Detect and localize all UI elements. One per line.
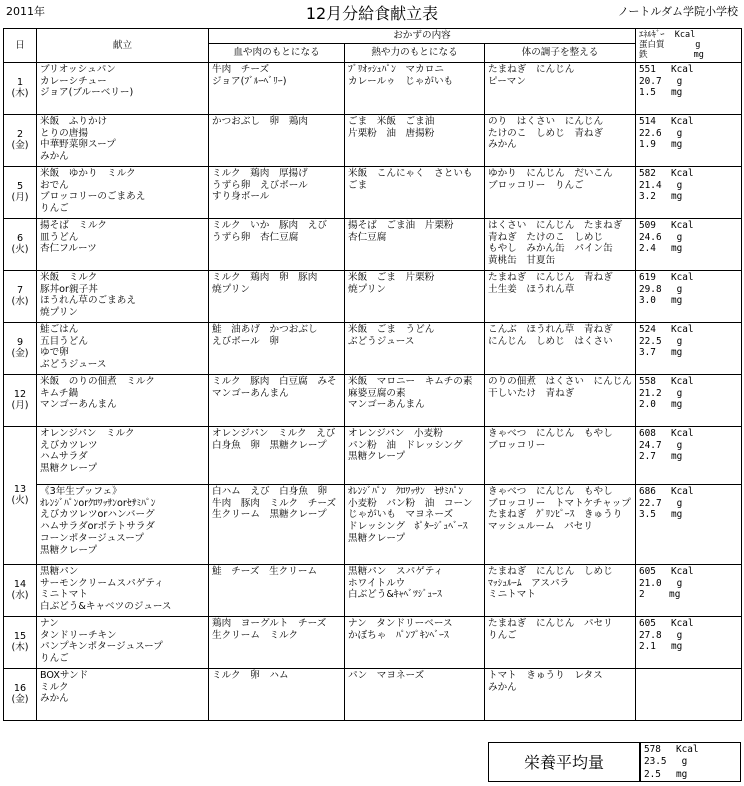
energy-foods-cell-line: 黒糖パン スパゲティ	[348, 565, 444, 577]
regulating-foods-cell	[485, 114, 636, 166]
nutrition-cell-line: 21.0 g	[639, 577, 683, 589]
day-of-week: (月)	[11, 400, 29, 412]
energy-foods-cell	[345, 270, 485, 322]
menu-cell-line: とりの唐揚	[40, 127, 88, 139]
protein-foods-cell-line: 牛肉 チーズ	[212, 63, 270, 75]
menu-cell-line: 米飯 ゆかり ミルク	[40, 167, 136, 179]
protein-foods-cell-line: 鮭 油あげ かつおぶし	[212, 323, 318, 335]
table-row	[4, 62, 742, 114]
menu-cell-line: えびカツレツ	[40, 439, 98, 451]
menu-cell-line: 中華野菜卵スープ	[40, 139, 116, 151]
regulating-foods-cell-line: ブロッコリー トマトケチャップ	[488, 497, 631, 509]
nutrition-cell-line: 2.0 mg	[639, 399, 683, 411]
energy-foods-cell-line: ｵﾚﾝｼﾞﾊﾟﾝ ｸﾛﾜｯｻﾝ ｾｻﾐﾊﾟﾝ	[348, 485, 464, 497]
menu-cell	[37, 564, 209, 616]
table-row	[4, 374, 742, 426]
nutrition-cell	[636, 322, 742, 374]
nutrition-cell-line: 619 Kcal	[639, 271, 694, 283]
energy-foods-cell	[345, 668, 485, 720]
day-number: 12	[13, 388, 27, 400]
menu-cell-line: パンプキンポタージュスープ	[40, 641, 163, 653]
energy-foods-cell-line: ドレッシング ﾎﾟﾀｰｼﾞｭﾍﾞｰｽ	[348, 521, 468, 533]
menu-cell-line: 米飯 ふりかけ	[40, 115, 108, 127]
energy-foods-cell-line: 麻婆豆腐の素	[348, 387, 406, 399]
regulating-foods-cell	[485, 374, 636, 426]
table-row	[4, 322, 742, 374]
nutrition-cell-line: 21.4 g	[639, 179, 683, 191]
regulating-foods-cell-line: みかん	[488, 681, 517, 693]
regulating-foods-cell-line: はくさい にんじん たまねぎ	[488, 219, 623, 231]
nutrition-cell-line: 524 Kcal	[639, 323, 694, 335]
day-cell	[4, 62, 37, 114]
energy-foods-cell-line: 黒糖クレープ	[348, 451, 406, 463]
menu-cell-line: BOXサンド	[40, 669, 89, 681]
regulating-foods-cell-line: たまねぎ にんじん	[488, 63, 575, 75]
nutrition-cell	[636, 270, 742, 322]
regulating-foods-cell-line: 干しいたけ 青ねぎ	[488, 387, 575, 399]
regulating-foods-cell-line: ゆかり にんじん だいこん	[488, 167, 613, 179]
regulating-foods-cell-line: ミニトマト	[488, 589, 536, 601]
energy-foods-cell-line: パン マヨネーズ	[348, 669, 425, 681]
nutrition-cell	[636, 564, 742, 616]
regulating-foods-cell-line: たまねぎ ｸﾞﾘﾝﾋﾟｰｽ きゅうり	[488, 509, 623, 521]
nutrition-cell-line: 22.6 g	[639, 127, 683, 139]
nutrition-cell	[636, 218, 742, 270]
day-of-week: (水)	[11, 296, 29, 308]
protein-foods-cell-line: うずら卵 杏仁豆腐	[212, 231, 299, 243]
protein-foods-cell	[209, 564, 345, 616]
nutrition-cell-line: 22.7 g	[639, 497, 683, 509]
regulating-foods-cell-line: にんじん しめじ はくさい	[488, 335, 613, 347]
protein-foods-cell-line: ミルク 鶏肉 厚揚げ	[212, 167, 308, 179]
menu-cell	[37, 166, 209, 218]
nutrition-cell-line: 558 Kcal	[639, 375, 694, 387]
col-day: 日	[4, 29, 37, 63]
col-group1: 血や肉のもとになる	[209, 43, 345, 62]
regulating-foods-cell-line: ﾏｯｼｭﾙｰﾑ アスパラ	[488, 577, 570, 589]
col-group3: 体の調子を整える	[485, 43, 636, 62]
table-row	[4, 426, 742, 484]
protein-foods-cell-line: ミルク 豚肉 白豆腐 みそ	[212, 375, 337, 387]
table-row	[4, 270, 742, 322]
menu-cell-line: ハムサラダorポテトサラダ	[40, 521, 155, 533]
regulating-foods-cell-line: のり はくさい にんじん	[488, 115, 604, 127]
regulating-foods-cell-line: もやし みかん缶 パイン缶	[488, 243, 613, 255]
regulating-foods-cell	[485, 218, 636, 270]
menu-cell	[37, 114, 209, 166]
energy-foods-cell	[345, 62, 485, 114]
menu-cell-line: コーンポタージュスープ	[40, 532, 144, 544]
energy-foods-cell-line: 杏仁豆腐	[348, 231, 387, 243]
nutrition-cell	[636, 62, 742, 114]
day-of-week: (火)	[11, 244, 29, 256]
menu-cell-line: 白ぶどう&キャベツのジュース	[40, 601, 172, 613]
protein-foods-cell-line: 鮭 チーズ 生クリーム	[212, 565, 318, 577]
protein-foods-cell-line: 生クリーム 黒糖クレープ	[212, 509, 327, 521]
nutrition-cell-line: 1.9 mg	[639, 139, 683, 151]
nutrition-cell-line: 514 Kcal	[639, 115, 694, 127]
nutrition-cell	[636, 114, 742, 166]
menu-cell-line: 黒糖クレープ	[40, 544, 98, 556]
protein-foods-cell	[209, 270, 345, 322]
protein-foods-cell-line: ミルク いか 豚肉 えび	[212, 219, 327, 231]
regulating-foods-cell	[485, 166, 636, 218]
nutrition-cell-line: 24.6 g	[639, 231, 683, 243]
protein-foods-cell-line: えびボール 卵	[212, 335, 279, 347]
energy-foods-cell-line: ﾌﾞﾘｵｯｼｭﾊﾟﾝ マカロニ	[348, 63, 444, 75]
nutrition-cell-line: 21.2 g	[639, 387, 683, 399]
regulating-foods-cell-line: ピーマン	[488, 75, 526, 87]
protein-foods-cell-line: 焼プリン	[212, 283, 250, 295]
day-cell	[4, 374, 37, 426]
regulating-foods-cell	[485, 484, 636, 564]
col-ingredients: おかずの内容	[209, 29, 636, 44]
regulating-foods-cell-line: ブロッコリー	[488, 439, 546, 451]
nutrition-cell-line: 1.5 mg	[639, 87, 683, 99]
day-of-week: (月)	[11, 192, 29, 204]
day-cell	[4, 270, 37, 322]
menu-cell-line: みかん	[40, 151, 69, 163]
regulating-foods-cell-line: トマト きゅうり レタス	[488, 669, 603, 681]
regulating-foods-cell-line: きゃべつ にんじん もやし	[488, 427, 613, 439]
regulating-foods-cell-line: たまねぎ にんじん 青ねぎ	[488, 271, 613, 283]
energy-foods-cell-line: 揚そば ごま油 片栗粉	[348, 219, 454, 231]
menu-cell-line: ハムサラダ	[40, 451, 88, 463]
menu-cell-line: りんご	[40, 653, 69, 665]
menu-cell-line: 黒糖パン	[40, 565, 79, 577]
nutrition-cell-line: 582 Kcal	[639, 167, 694, 179]
average-values	[640, 742, 741, 782]
protein-foods-cell-line: マンゴーあんまん	[212, 387, 289, 399]
nutrition-cell	[636, 426, 742, 484]
energy-foods-cell-line: ごま 米飯 ごま油	[348, 115, 435, 127]
energy-foods-cell	[345, 166, 485, 218]
nutrition-cell-line: 605 Kcal	[639, 565, 694, 577]
nutrition-cell	[636, 484, 742, 564]
menu-cell-line: ほうれん草のごまあえ	[40, 295, 136, 307]
page-title: 12月分給食献立表	[305, 4, 439, 23]
menu-cell-line: 黒糖クレープ	[40, 463, 98, 475]
protein-foods-cell-line: 白身魚 卵 黒糖クレープ	[212, 439, 327, 451]
day-number: 1	[16, 76, 24, 88]
menu-cell	[37, 270, 209, 322]
day-of-week: (金)	[11, 694, 29, 706]
energy-foods-cell-line: カレールゥ じゃがいも	[348, 75, 454, 87]
regulating-foods-cell	[485, 564, 636, 616]
day-of-week: (木)	[11, 88, 29, 100]
day-cell	[4, 114, 37, 166]
table-row	[4, 166, 742, 218]
school-name: ノートルダム学院小学校	[617, 5, 738, 18]
nutrition-cell-line: 551 Kcal	[639, 63, 694, 75]
nutrition-cell	[636, 166, 742, 218]
day-of-week: (金)	[11, 140, 29, 152]
menu-cell-line: マンゴーあんまん	[40, 399, 117, 411]
nutrition-cell-line: 22.5 g	[639, 335, 683, 347]
menu-cell-line: 米飯 のりの佃煮 ミルク	[40, 375, 155, 387]
menu-cell-line: キムチ鍋	[40, 387, 79, 399]
regulating-foods-cell-line: 土生姜 ほうれん草	[488, 283, 575, 295]
energy-head: ｴﾈﾙｷﾞｰ Kcal	[639, 30, 696, 41]
regulating-foods-cell-line: たまねぎ にんじん パセリ	[488, 617, 613, 629]
protein-foods-cell-line: ミルク 卵 ハム	[212, 669, 289, 681]
nutrition-cell-line: 686 Kcal	[639, 485, 694, 497]
regulating-foods-cell	[485, 668, 636, 720]
day-cell	[4, 166, 37, 218]
day-number: 9	[16, 336, 24, 348]
menu-cell-line: ジョア(ブルーベリー)	[40, 87, 134, 99]
day-of-week: (金)	[11, 348, 29, 360]
protein-foods-cell-line: かつおぶし 卵 鶏肉	[212, 115, 308, 127]
day-number: 5	[16, 180, 24, 192]
avg-iron: 2.5 mg	[644, 768, 688, 780]
energy-foods-cell	[345, 218, 485, 270]
protein-foods-cell	[209, 484, 345, 564]
energy-foods-cell	[345, 564, 485, 616]
menu-cell-line: 焼プリン	[40, 307, 78, 319]
energy-foods-cell-line: ぶどうジュース	[348, 335, 415, 347]
protein-foods-cell-line: 生クリーム ミルク	[212, 629, 299, 641]
menu-cell-line: りんご	[40, 203, 69, 215]
document-header	[0, 0, 744, 24]
energy-foods-cell-line: 米飯 ごま うどん	[348, 323, 435, 335]
nutrition-cell-line: 3.2 mg	[639, 191, 683, 203]
protein-foods-cell	[209, 218, 345, 270]
energy-foods-cell-line: マンゴーあんまん	[348, 399, 425, 411]
energy-foods-cell-line: じゃがいも マヨネーズ	[348, 509, 454, 521]
nutrition-cell-line: 2.4 mg	[639, 243, 683, 255]
menu-cell-line: 《3年生ブッフェ》	[40, 485, 122, 497]
menu-cell-line: みかん	[40, 693, 69, 705]
menu-cell	[37, 668, 209, 720]
regulating-foods-cell-line: きゃべつ にんじん もやし	[488, 485, 613, 497]
energy-foods-cell-line: 米飯 マロニー キムチの素	[348, 375, 473, 387]
energy-foods-cell-line: ごま	[348, 179, 368, 191]
day-number: 7	[16, 284, 24, 296]
menu-cell-line: 揚そば ミルク	[40, 219, 107, 231]
avg-energy: 578 Kcal	[644, 744, 699, 755]
day-cell	[4, 426, 37, 564]
nutrition-cell-line: 605 Kcal	[639, 617, 694, 629]
protein-foods-cell-line: ミルク 鶏肉 卵 豚肉	[212, 271, 318, 283]
col-nutrition	[636, 29, 742, 63]
day-cell	[4, 616, 37, 668]
table-row	[4, 484, 742, 564]
day-number: 16	[13, 682, 27, 694]
regulating-foods-cell	[485, 62, 636, 114]
day-number: 15	[13, 630, 27, 642]
nutrition-cell-line: 3.0 mg	[639, 295, 683, 307]
regulating-foods-cell-line: たけのこ しめじ 青ねぎ	[488, 127, 604, 139]
protein-foods-cell	[209, 668, 345, 720]
protein-foods-cell-line: 鶏肉 ヨーグルト チーズ	[212, 617, 327, 629]
energy-foods-cell	[345, 322, 485, 374]
protein-foods-cell-line: 白ハム えび 白身魚 卵	[212, 485, 328, 497]
protein-foods-cell	[209, 62, 345, 114]
menu-cell	[37, 616, 209, 668]
regulating-foods-cell-line: マッシュルーム パセリ	[488, 521, 593, 533]
day-number: 2	[16, 128, 24, 140]
day-cell	[4, 322, 37, 374]
regulating-foods-cell-line: たまねぎ にんじん しめじ	[488, 565, 613, 577]
menu-cell	[37, 426, 209, 484]
protein-foods-cell-line: うずら卵 えびボール	[212, 179, 308, 191]
nutrition-cell-line: 3.7 mg	[639, 347, 683, 359]
menu-cell-line: ブロッコリーのごまあえ	[40, 191, 146, 203]
energy-foods-cell-line: ホワイトルウ	[348, 577, 406, 589]
protein-foods-cell	[209, 114, 345, 166]
energy-foods-cell-line: 白ぶどう&ｷｬﾍﾞﾂｼﾞｭｰｽ	[348, 589, 442, 601]
nutrition-cell	[636, 616, 742, 668]
energy-foods-cell-line: パン粉 油 ドレッシング	[348, 439, 463, 451]
iron-head: 鉄 mg	[639, 50, 704, 61]
energy-foods-cell	[345, 426, 485, 484]
regulating-foods-cell	[485, 322, 636, 374]
protein-foods-cell	[209, 374, 345, 426]
regulating-foods-cell	[485, 616, 636, 668]
protein-foods-cell-line: 牛肉 豚肉 ミルク チーズ	[212, 497, 337, 509]
energy-foods-cell-line: オレンジパン 小麦粉	[348, 427, 443, 439]
nutrition-cell-line: 27.8 g	[639, 629, 683, 641]
day-number: 14	[13, 578, 27, 590]
regulating-foods-cell-line: ブロッコリー りんご	[488, 179, 584, 191]
menu-cell-line: ミニトマト	[40, 589, 88, 601]
regulating-foods-cell-line: のりの佃煮 はくさい にんじん	[488, 375, 632, 387]
energy-foods-cell-line: 焼プリン	[348, 283, 386, 295]
menu-cell-line: サーモンクリームスパゲティ	[40, 577, 164, 589]
regulating-foods-cell-line: りんご	[488, 629, 517, 641]
nutrition-cell-line: 2 mg	[639, 589, 681, 601]
menu-cell	[37, 484, 209, 564]
energy-foods-cell-line: ナン タンドリーベース	[348, 617, 453, 629]
day-cell	[4, 668, 37, 720]
menu-cell	[37, 62, 209, 114]
regulating-foods-cell-line: 黄桃缶 甘夏缶	[488, 255, 556, 267]
protein-foods-cell-line: ジョア(ﾌﾞﾙｰﾍﾞﾘｰ)	[212, 75, 287, 87]
table-row	[4, 564, 742, 616]
table-row	[4, 114, 742, 166]
menu-cell-line: 五目うどん	[40, 335, 88, 347]
menu-cell-line: 米飯 ミルク	[40, 271, 98, 283]
nutrition-cell-line: 24.7 g	[639, 439, 683, 451]
energy-foods-cell	[345, 616, 485, 668]
menu-cell	[37, 218, 209, 270]
energy-foods-cell-line: 黒糖クレープ	[348, 532, 406, 544]
menu-cell-line: ぶどうジュース	[40, 359, 107, 371]
menu-rows	[4, 62, 742, 720]
nutrition-cell	[636, 374, 742, 426]
protein-foods-cell	[209, 166, 345, 218]
menu-cell-line: ゆで卵	[40, 347, 69, 359]
col-menu: 献立	[37, 29, 209, 63]
col-group2: 熱や力のもとになる	[345, 43, 485, 62]
average-label: 栄養平均量	[488, 742, 640, 782]
day-cell	[4, 564, 37, 616]
menu-cell-line: ミルク	[40, 681, 69, 693]
nutrition-cell-line: 3.5 mg	[639, 509, 683, 521]
menu-cell	[37, 374, 209, 426]
nutrition-cell-line: 2.1 mg	[639, 641, 683, 653]
energy-foods-cell-line: 片栗粉 油 唐揚粉	[348, 127, 435, 139]
regulating-foods-cell-line: こんぶ ほうれん草 青ねぎ	[488, 323, 613, 335]
menu-table	[3, 28, 742, 721]
protein-foods-cell	[209, 616, 345, 668]
day-of-week: (木)	[11, 642, 29, 654]
year-label: 2011年	[6, 5, 45, 18]
energy-foods-cell-line: かぼちゃ ﾊﾟﾝﾌﾟｷﾝﾍﾞｰｽ	[348, 629, 449, 641]
day-number: 6	[16, 232, 24, 244]
protein-foods-cell-line: すり身ボール	[212, 191, 270, 203]
menu-cell-line: オレンジパン ミルク	[40, 427, 135, 439]
energy-foods-cell	[345, 484, 485, 564]
protein-head: 蛋白質 g	[639, 40, 701, 51]
menu-cell-line: ナン	[40, 617, 59, 629]
menu-cell-line: おでん	[40, 179, 69, 191]
nutrition-cell	[636, 668, 742, 720]
day-number: 13	[13, 483, 27, 495]
protein-foods-cell	[209, 322, 345, 374]
nutrition-cell-line: 20.7 g	[639, 75, 683, 87]
nutrition-cell-line: 608 Kcal	[639, 427, 694, 439]
protein-foods-cell	[209, 426, 345, 484]
nutrition-cell-line: 2.7 mg	[639, 451, 683, 463]
regulating-foods-cell	[485, 270, 636, 322]
menu-cell-line: ｵﾚﾝｼﾞﾊﾟﾝorｸﾛﾜｯｻﾝorｾｻﾐﾊﾟﾝ	[40, 497, 156, 509]
menu-cell-line: 鮭ごはん	[40, 323, 79, 335]
avg-protein: 23.5 g	[644, 756, 688, 768]
energy-foods-cell-line: 米飯 こんにゃく さといも	[348, 167, 473, 179]
table-row	[4, 218, 742, 270]
regulating-foods-cell-line: 青ねぎ たけのこ しめじ	[488, 231, 604, 243]
menu-cell-line: 皿うどん	[40, 231, 79, 243]
menu-cell-line: 豚丼or親子丼	[40, 283, 98, 295]
table-row	[4, 668, 742, 720]
regulating-foods-cell-line: みかん	[488, 139, 517, 151]
table-row	[4, 616, 742, 668]
protein-foods-cell-line: オレンジパン ミルク えび	[212, 427, 336, 439]
energy-foods-cell-line: 小麦粉 パン粉 油 コーン	[348, 497, 473, 509]
menu-cell-line: 杏仁フルーツ	[40, 243, 97, 255]
menu-cell-line: タンドリーチキン	[40, 629, 117, 641]
day-of-week: (火)	[11, 495, 29, 507]
energy-foods-cell	[345, 114, 485, 166]
menu-cell-line: ブリオッシュパン	[40, 63, 116, 75]
nutrition-cell-line: 509 Kcal	[639, 219, 694, 231]
menu-cell-line: カレーシチュー	[40, 75, 107, 87]
nutrition-cell-line: 29.8 g	[639, 283, 683, 295]
day-of-week: (水)	[11, 590, 29, 602]
energy-foods-cell-line: 米飯 ごま 片栗粉	[348, 271, 435, 283]
energy-foods-cell	[345, 374, 485, 426]
menu-cell-line: えびカツレツorハンバーグ	[40, 509, 155, 521]
day-cell	[4, 218, 37, 270]
menu-cell	[37, 322, 209, 374]
regulating-foods-cell	[485, 426, 636, 484]
